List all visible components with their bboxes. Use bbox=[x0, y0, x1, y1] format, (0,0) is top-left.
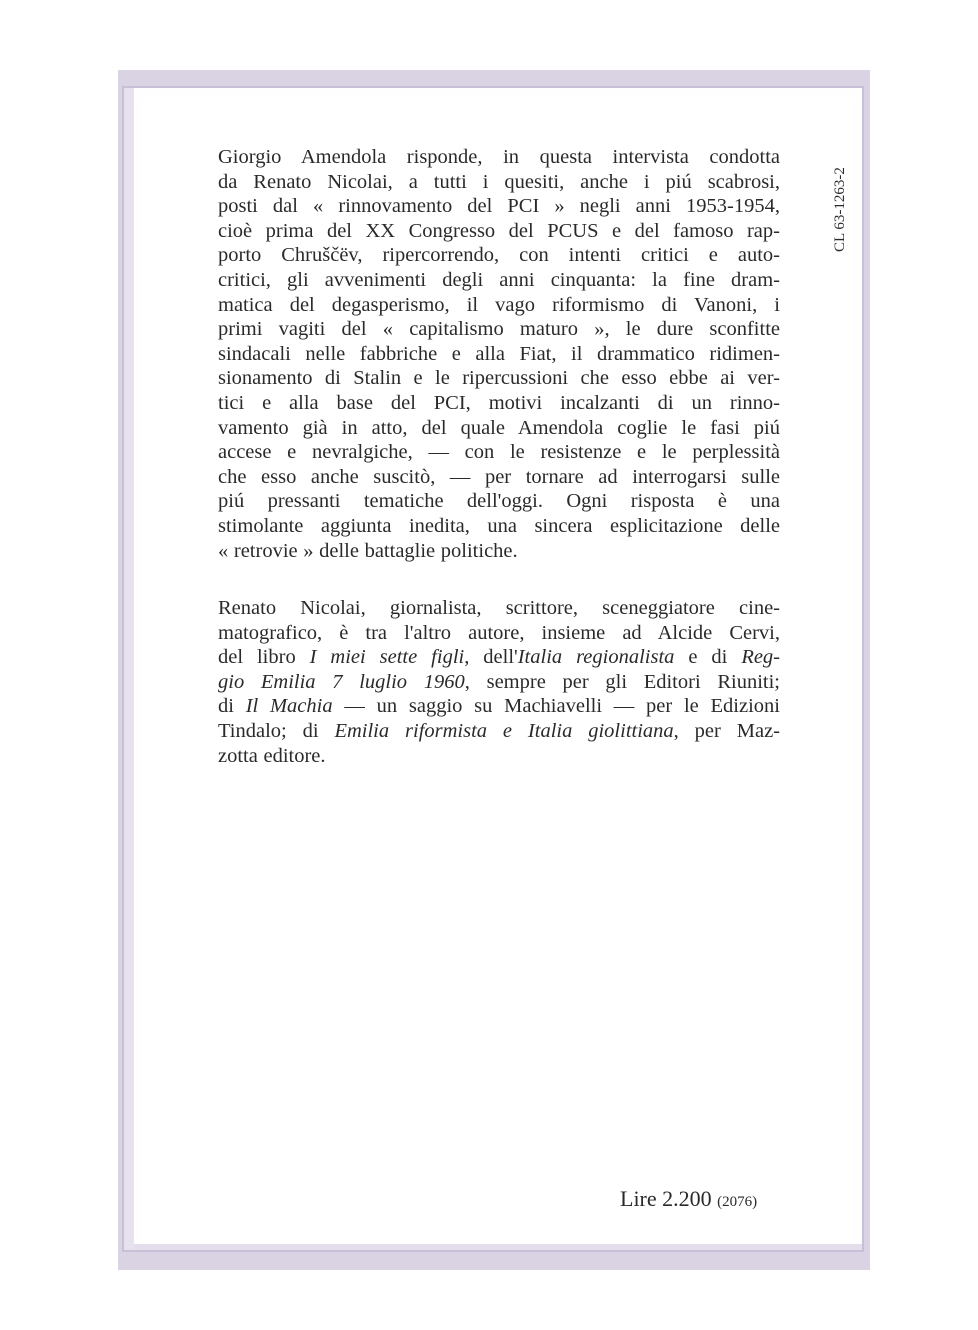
synopsis-line: stimolante aggiunta inedita, una sincera esplicitazione delle bbox=[218, 514, 780, 537]
author-bio-paragraph bbox=[218, 596, 780, 768]
author-bio-line: del libro I miei sette figli, dell'Italia regionalista e di Reg- bbox=[218, 646, 781, 669]
synopsis-line: sindacali nelle fabbriche e alla Fiat, il drammatico ridimen- bbox=[218, 342, 780, 365]
book-title: Reg- bbox=[741, 646, 781, 669]
synopsis-line: accese e nevralgiche, — con le resistenze e le perplessità bbox=[218, 441, 780, 464]
book-title: gio Emilia 7 luglio 1960 bbox=[218, 670, 465, 693]
book-title: Il Machia bbox=[245, 695, 333, 718]
synopsis-line: sionamento di Stalin e le ripercussioni che esso ebbe ai ver- bbox=[218, 367, 780, 390]
author-bio-line: matografico, è tra l'altro autore, insieme ad Alcide Cervi, bbox=[218, 621, 780, 644]
synopsis-line: critici, gli avvenimenti degli anni cinquanta: la fine dram- bbox=[218, 268, 780, 291]
synopsis-line: porto Chruščëv, ripercorrendo, con intenti critici e auto- bbox=[218, 244, 780, 267]
price-value: Lire 2.200 bbox=[620, 1186, 712, 1211]
author-bio-line: Tindalo; di Emilia riformista e Italia giolittiana, per Maz- bbox=[218, 719, 780, 742]
synopsis-line: Giorgio Amendola risponde, in questa intervista condotta bbox=[218, 146, 780, 168]
author-bio-line: zotta editore. bbox=[218, 744, 326, 767]
synopsis-line: da Renato Nicolai, a tutti i quesiti, anche i piú scabrosi, bbox=[218, 170, 780, 193]
synopsis-paragraph bbox=[218, 145, 780, 563]
synopsis-line: tici e alla base del PCI, motivi incalzanti di un rinno- bbox=[218, 391, 780, 414]
book-title: Italia regionalista bbox=[517, 646, 675, 669]
synopsis-line: « retrovie » delle battaglie politiche. bbox=[218, 539, 518, 562]
synopsis-line: che esso anche suscitò, — per tornare ad interrogarsi sulle bbox=[218, 465, 780, 488]
synopsis-line: primi vagiti del « capitalismo maturo », le dure sconfitte bbox=[218, 318, 780, 341]
synopsis-line: piú pressanti tematiche dell'oggi. Ogni risposta è una bbox=[218, 490, 780, 513]
book-title: Emilia riformista e Italia giolittiana bbox=[334, 719, 674, 742]
catalog-code: CL 63-1263-2 bbox=[832, 167, 848, 252]
author-bio-line: Renato Nicolai, giornalista, scrittore, sceneggiatore cine- bbox=[218, 597, 780, 619]
author-bio-line: gio Emilia 7 luglio 1960, sempre per gli Editori Riuniti; bbox=[218, 670, 780, 693]
synopsis-line: cioè prima del XX Congresso del PCUS e del famoso rap- bbox=[218, 219, 780, 242]
synopsis-line: posti dal « rinnovamento del PCI » negli anni 1953-1954, bbox=[218, 195, 780, 218]
synopsis-line: vamento già in atto, del quale Amendola coglie le fasi piú bbox=[218, 416, 780, 439]
price-code: (2076) bbox=[717, 1194, 758, 1210]
book-title: I miei sette figli bbox=[309, 646, 465, 669]
author-bio-line: di Il Machia — un saggio su Machiavelli — per le Edizioni bbox=[218, 695, 780, 718]
synopsis-line: matica del degasperismo, il vago riformismo di Vanoni, i bbox=[218, 293, 780, 316]
price-label bbox=[620, 1186, 757, 1212]
